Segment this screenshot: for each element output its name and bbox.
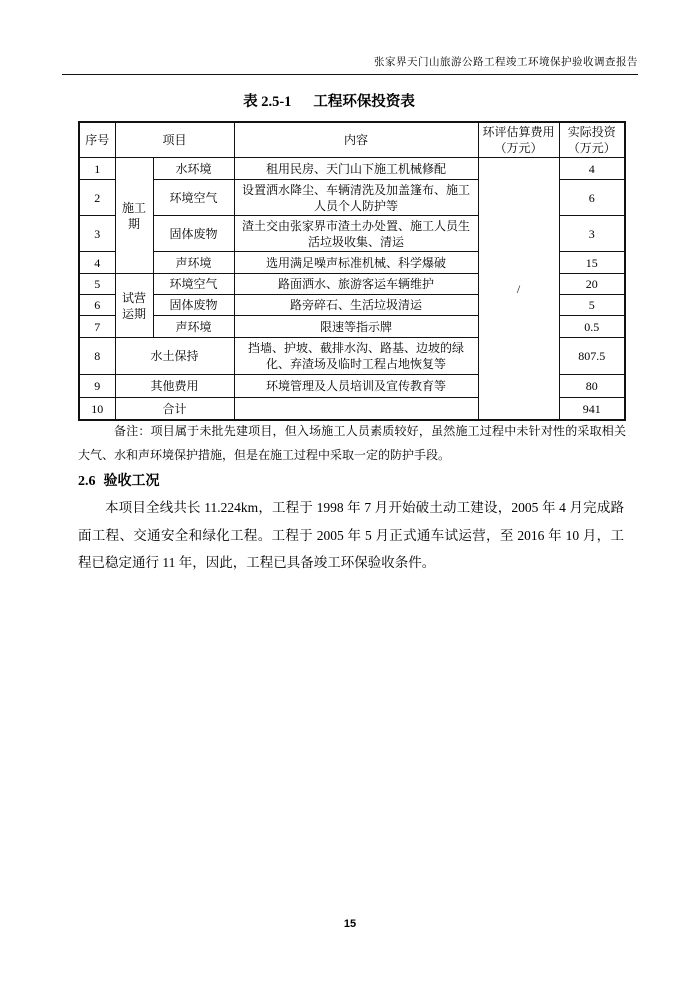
- cell-item: 声环境: [153, 316, 234, 338]
- cell-content: 渣土交由张家界市渣土办处置、施工人员生活垃圾收集、清运: [234, 216, 478, 252]
- cell-no: 2: [79, 180, 115, 216]
- cell-actual: 6: [559, 180, 625, 216]
- running-header: 张家界天门山旅游公路工程竣工环境保护验收调查报告: [62, 54, 638, 75]
- section-number: 2.6: [78, 474, 96, 489]
- cell-no: 9: [79, 375, 115, 398]
- cell-content: 路面洒水、旅游客运车辆维护: [234, 274, 478, 295]
- cell-no: 4: [79, 252, 115, 274]
- cell-item: 固体废物: [153, 216, 234, 252]
- table-caption-number: 表 2.5-1: [243, 94, 292, 110]
- cell-item: 环境空气: [153, 274, 234, 295]
- cell-eia-cost: /: [478, 158, 559, 420]
- cell-no: 3: [79, 216, 115, 252]
- cell-actual: 3: [559, 216, 625, 252]
- col-header-eia-cost: 环评估算费用（万元）: [478, 122, 559, 158]
- table-caption: [78, 90, 624, 111]
- table-header-row: [79, 122, 625, 158]
- cell-content: 环境管理及人员培训及宣传教育等: [234, 375, 478, 398]
- cell-content: 路旁碎石、生活垃圾清运: [234, 295, 478, 316]
- table-footnote: 备注：项目属于未批先建项目，但入场施工人员素质较好，虽然施工过程中未针对性的采取相关大气、水和声环境保护措施，但是在施工过程中采取一定的防护手段。: [78, 424, 626, 462]
- col-header-actual-cost: 实际投资（万元）: [559, 122, 625, 158]
- page-number: 15: [343, 918, 357, 930]
- cell-actual: 807.5: [559, 338, 625, 375]
- cell-item: 环境空气: [153, 180, 234, 216]
- col-header-item: 项目: [115, 122, 234, 158]
- cell-actual: 15: [559, 252, 625, 274]
- cell-no: 10: [79, 398, 115, 420]
- cell-item: 固体废物: [153, 295, 234, 316]
- investment-table: [78, 121, 626, 421]
- cell-no: 1: [79, 158, 115, 180]
- cell-item: 其他费用: [115, 375, 234, 398]
- table-row: [79, 158, 625, 180]
- cell-actual: 4: [559, 158, 625, 180]
- cell-actual: 5: [559, 295, 625, 316]
- cell-actual: 941: [559, 398, 625, 420]
- cell-no: 6: [79, 295, 115, 316]
- col-header-no: 序号: [79, 122, 115, 158]
- section-paragraph: 本项目全线共长 11.224km，工程于 1998 年 7 月开始破土动工建设，2005 年 4 月完成路面工程、交通安全和绿化工程。工程于 2005 年 5 月正式通车试运营，至 2016 年 10 月，工程已稳定通行 11 年，因此，工程已具备竣工环保验收条件。: [78, 500, 624, 570]
- cell-group-trial: 试营运期: [115, 274, 153, 338]
- cell-content: 限速等指示牌: [234, 316, 478, 338]
- table-caption-title: 工程环保投资表: [313, 94, 415, 110]
- cell-group-construction: 施工期: [115, 158, 153, 274]
- cell-actual: 80: [559, 375, 625, 398]
- col-header-content: 内容: [234, 122, 478, 158]
- cell-content: 挡墙、护坡、截排水沟、路基、边坡的绿化、弃渣场及临时工程占地恢复等: [234, 338, 478, 375]
- cell-no: 7: [79, 316, 115, 338]
- cell-actual: 0.5: [559, 316, 625, 338]
- cell-content: [234, 398, 478, 420]
- cell-no: 5: [79, 274, 115, 295]
- cell-content: 设置洒水降尘、车辆清洗及加盖篷布、施工人员个人防护等: [234, 180, 478, 216]
- section-heading: [78, 470, 624, 490]
- section-title: 验收工况: [103, 474, 160, 489]
- cell-content: 选用满足噪声标准机械、科学爆破: [234, 252, 478, 274]
- cell-item: 水土保持: [115, 338, 234, 375]
- cell-item: 声环境: [153, 252, 234, 274]
- cell-item: 合计: [115, 398, 234, 420]
- cell-item: 水环境: [153, 158, 234, 180]
- cell-actual: 20: [559, 274, 625, 295]
- cell-content: 租用民房、天门山下施工机械修配: [234, 158, 478, 180]
- cell-no: 8: [79, 338, 115, 375]
